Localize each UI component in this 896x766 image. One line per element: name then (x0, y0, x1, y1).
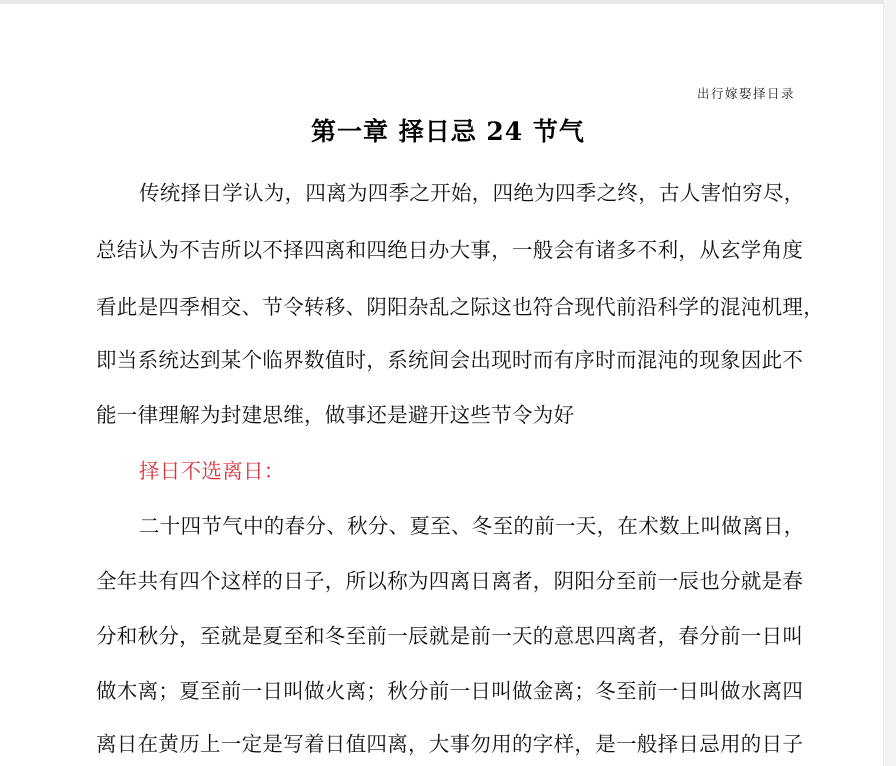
top-shadow (0, 0, 896, 4)
section-heading: 择日不选离日： (139, 459, 285, 483)
paragraph2-line: 离日在黄历上一定是写着日值四离，大事勿用的字样，是一般择日忌用的日子 (96, 732, 804, 756)
paragraph1-line: 总结认为不吉所以不择四离和四绝日办大事，一般会有诸多不利，从玄学角度 (96, 238, 804, 262)
scrollbar[interactable] (883, 0, 896, 766)
paragraph1-line: 看此是四季相交、节令转移、阴阳杂乱之际这也符合现代前沿科学的混沌机理， (96, 295, 824, 319)
running-header: 出行嫁娶择日录 (697, 86, 796, 101)
paragraph2-line: 二十四节气中的春分、秋分、夏至、冬至的前一天，在术数上叫做离日， (139, 514, 805, 538)
paragraph1-line: 能一律理解为封建思维，做事还是避开这些节令为好 (96, 403, 575, 427)
paragraph1-line: 即当系统达到某个临界数值时，系统间会出现时而有序时而混沌的现象因此不 (96, 348, 804, 372)
paragraph2-line: 全年共有四个这样的日子，所以称为四离日离者，阴阳分至前一辰也分就是春 (96, 569, 804, 593)
paragraph2-line: 做木离；夏至前一日叫做火离；秋分前一日叫做金离；冬至前一日叫做水离四 (96, 679, 804, 703)
paragraph1-line: 传统择日学认为，四离为四季之开始，四绝为四季之终，古人害怕穷尽， (139, 181, 805, 205)
chapter-title: 第一章 择日忌 24 节气 (311, 117, 585, 146)
paragraph2-line: 分和秋分，至就是夏至和冬至前一辰就是前一天的意思四离者，春分前一日叫 (96, 624, 804, 648)
